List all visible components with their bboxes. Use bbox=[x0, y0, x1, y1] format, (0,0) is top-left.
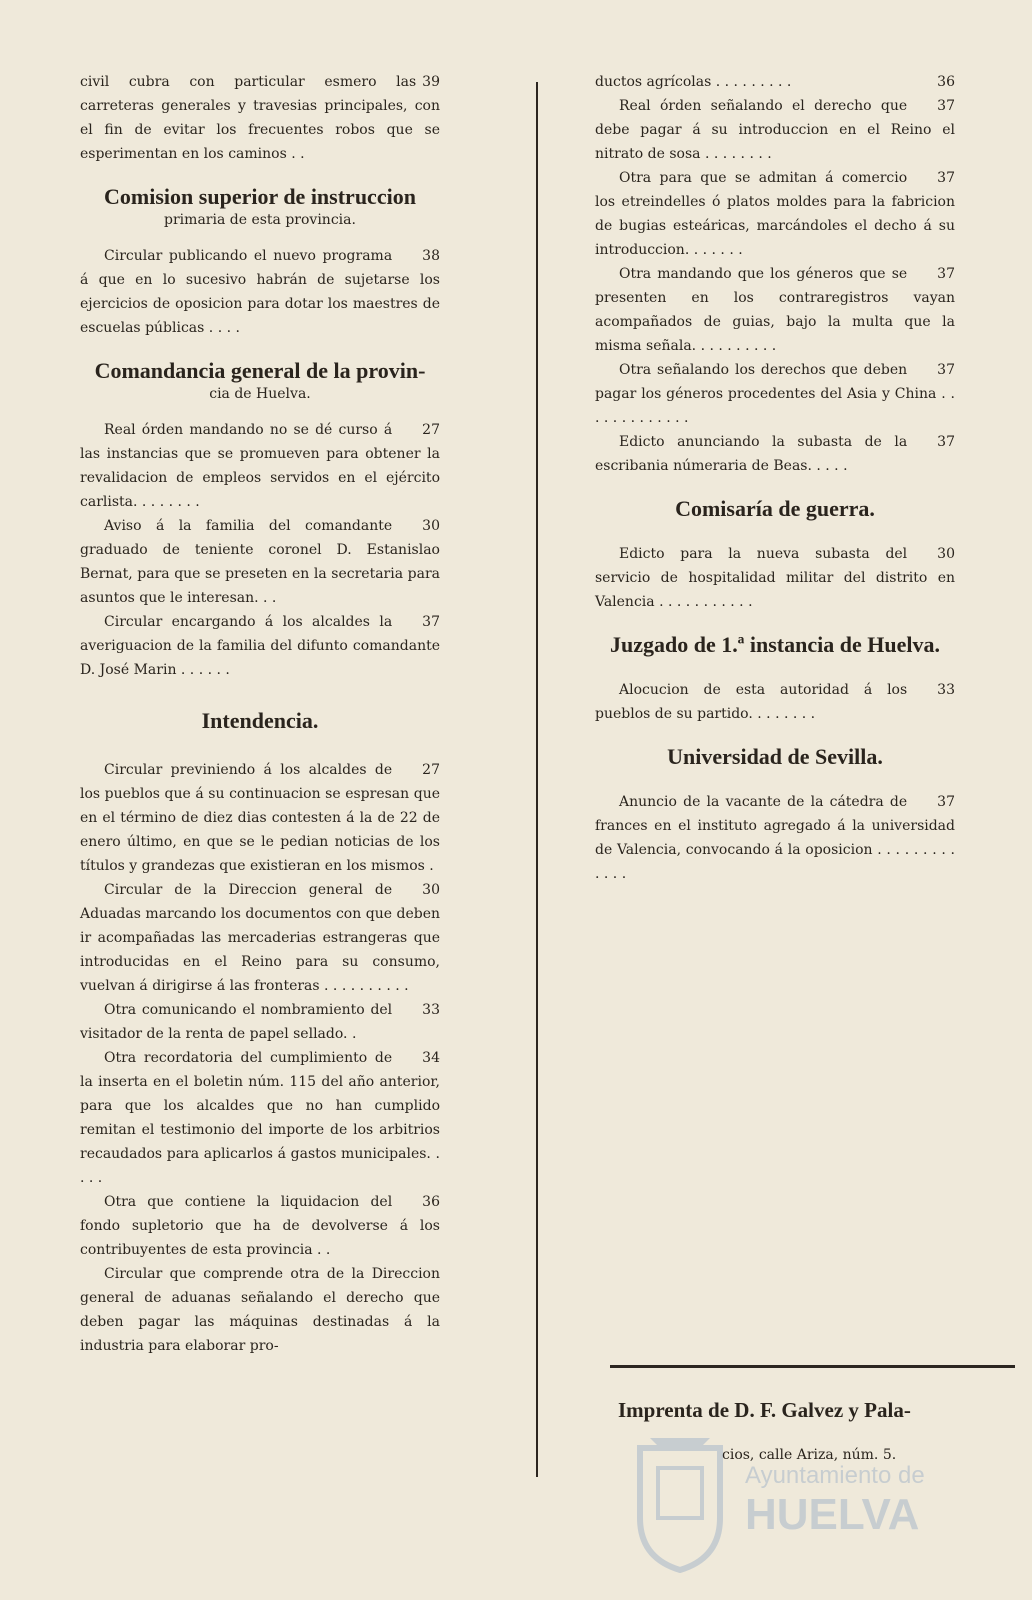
index-entry bbox=[595, 678, 955, 726]
page-number: 37 bbox=[937, 434, 955, 450]
imprint-line-2: cios, calle Ariza, núm. 5. bbox=[722, 1447, 897, 1463]
index-entry bbox=[595, 262, 955, 358]
left-column bbox=[80, 70, 440, 1358]
entry-text: Otra para que se admitan á comercio los etreindelles ó platos moldes para la fabricion de bugias esteáricas, marcándoles el decho á su introduccion. . . . . . . bbox=[595, 170, 955, 258]
entry-text: Edicto para la nueva subasta del servicio de hospitalidad militar del distrito en Valencia . . . . . . . . . . . bbox=[595, 546, 955, 610]
page-number: 30 bbox=[422, 518, 440, 534]
index-entry bbox=[595, 166, 955, 262]
entry-text: Circular previniendo á los alcaldes de los pueblos que á su continuacion se espresan que en el término de diez dias contesten á la de 22 de enero último, en que se le pedian noticias de los títulos y grandezas que existieran en los mismos . bbox=[80, 762, 440, 874]
section-title-universidad: Universidad de Sevilla. bbox=[667, 744, 883, 769]
entry-text: Real órden señalando el derecho que debe pagar á su introduccion en el Reino el nitrato de sosa . . . . . . . . bbox=[595, 98, 955, 162]
page-number: 39 bbox=[422, 74, 440, 90]
imprint-line-1: Imprenta de D. F. Galvez y Pala- bbox=[618, 1398, 911, 1422]
entry-text: Otra comunicando el nombramiento del visitador de la renta de papel sellado. . bbox=[80, 1002, 393, 1042]
index-entry bbox=[80, 244, 440, 340]
index-entry bbox=[595, 542, 955, 614]
page-number: 27 bbox=[422, 422, 440, 438]
entry-text: Circular que comprende otra de la Direccion general de aduanas señalando el derecho que deben pagar las máquinas destinadas á la industria para elaborar pro- bbox=[80, 1266, 440, 1354]
page-number: 37 bbox=[937, 794, 955, 810]
watermark bbox=[620, 1428, 950, 1578]
index-entry bbox=[80, 610, 440, 682]
index-entry bbox=[80, 1046, 440, 1190]
page-number: 36 bbox=[937, 74, 955, 90]
section-title-intendencia: Intendencia. bbox=[201, 708, 319, 733]
page-number: 36 bbox=[422, 1194, 440, 1210]
entry-text: Alocucion de esta autoridad á los pueblos de su partido. . . . . . . . bbox=[595, 682, 908, 722]
index-entry bbox=[80, 418, 440, 514]
column-divider bbox=[536, 82, 538, 1477]
page-number: 37 bbox=[937, 362, 955, 378]
entry-text: Circular publicando el nuevo programa á que en lo sucesivo habrán de sujetarse los ejercicios de oposicion para dotar los maestres de escuelas públicas . . . . bbox=[80, 248, 440, 336]
imprint-rule bbox=[610, 1365, 1015, 1368]
watermark-text-line-2: HUELVA bbox=[745, 1490, 920, 1539]
section-title-juzgado: Juzgado de 1.ª instancia de Huelva. bbox=[610, 632, 940, 657]
section-subtitle-comandancia: cia de Huelva. bbox=[209, 386, 311, 402]
index-entry bbox=[80, 758, 440, 878]
section-title-comandancia: Comandancia general de la provin- bbox=[94, 358, 426, 383]
section-title-instruccion: Comision superior de instruccion bbox=[104, 184, 416, 209]
entry-text: Otra que contiene la liquidacion del fondo supletorio que ha de devolverse á los contribuyentes de esta provincia . . bbox=[80, 1194, 440, 1258]
page-number: 34 bbox=[422, 1050, 440, 1066]
index-entry bbox=[595, 430, 955, 478]
index-entry bbox=[80, 1262, 440, 1358]
page-number: 37 bbox=[422, 614, 440, 630]
index-entry bbox=[80, 514, 440, 610]
entry-text: Real órden mandando no se dé curso á las instancias que se promueven para obtener la revalidacion de empleos servidos en el ejército carlista. . . . . . . . bbox=[80, 422, 440, 510]
right-column bbox=[595, 70, 955, 886]
section-title-comisaria: Comisaría de guerra. bbox=[675, 496, 875, 521]
index-entry bbox=[80, 1190, 440, 1262]
entry-text: Otra recordatoria del cumplimiento de la inserta en el boletin núm. 115 del año anterior, para que los alcaldes que no han cumplido remitan el testimonio del importe de los arbitrios recaudados para aplicarlos á gastos municipales. . . . . bbox=[80, 1050, 440, 1186]
entry-text: Otra señalando los derechos que deben pagar los géneros procedentes del Asia y China . . . . . . . . . . . . . bbox=[595, 362, 955, 426]
section-subtitle-instruccion: primaria de esta provincia. bbox=[164, 212, 356, 228]
entry-text: Aviso á la familia del comandante graduado de teniente coronel D. Estanislao Bernat, para que se preseten en la secretaria para asuntos que le interesan. . . bbox=[80, 518, 440, 606]
entry-text: Circular de la Direccion general de Aduadas marcando los documentos con que deben ir acompañadas las mercaderias estrangeras que introducidas en el Reino para su consumo, vuelvan á dirigirse á las fronteras . . . . . . . . . . bbox=[80, 882, 440, 994]
index-entry bbox=[80, 878, 440, 998]
watermark-text-line-1: Ayuntamiento de bbox=[745, 1462, 925, 1489]
index-entry bbox=[80, 70, 440, 166]
index-entry bbox=[595, 358, 955, 430]
index-entry bbox=[595, 94, 955, 166]
coat-of-arms-icon bbox=[630, 1428, 730, 1573]
page-number: 33 bbox=[937, 682, 955, 698]
entry-text: Otra mandando que los géneros que se presenten en los contraregistros vayan acompañados de guias, bajo la multa que la misma señala. . . . . . . . . . bbox=[595, 266, 955, 354]
page-number: 30 bbox=[937, 546, 955, 562]
entry-text: civil cubra con particular esmero las carreteras generales y travesias principales, con el fin de evitar los frecuentes robos que se esperimentan en los caminos . . bbox=[80, 74, 440, 162]
page-number: 37 bbox=[937, 98, 955, 114]
index-entry bbox=[80, 998, 440, 1046]
entry-text: Anuncio de la vacante de la cátedra de frances en el instituto agregado á la universidad de Valencia, convocando á la oposicion . . . . . . . . . . . . . bbox=[595, 794, 955, 882]
entry-text: Edicto anunciando la subasta de la escribania númeraria de Beas. . . . . bbox=[595, 434, 908, 474]
page-number: 37 bbox=[937, 266, 955, 282]
entry-text: ductos agrícolas . . . . . . . . . bbox=[595, 74, 792, 90]
page-number: 33 bbox=[422, 1002, 440, 1018]
page-number: 38 bbox=[422, 248, 440, 264]
index-entry bbox=[595, 70, 955, 94]
entry-text: Circular encargando á los alcaldes la averiguacion de la familia del difunto comandante D. José Marin . . . . . . bbox=[80, 614, 440, 678]
page-number: 27 bbox=[422, 762, 440, 778]
index-entry bbox=[595, 790, 955, 886]
page-number: 37 bbox=[937, 170, 955, 186]
page-number: 30 bbox=[422, 882, 440, 898]
